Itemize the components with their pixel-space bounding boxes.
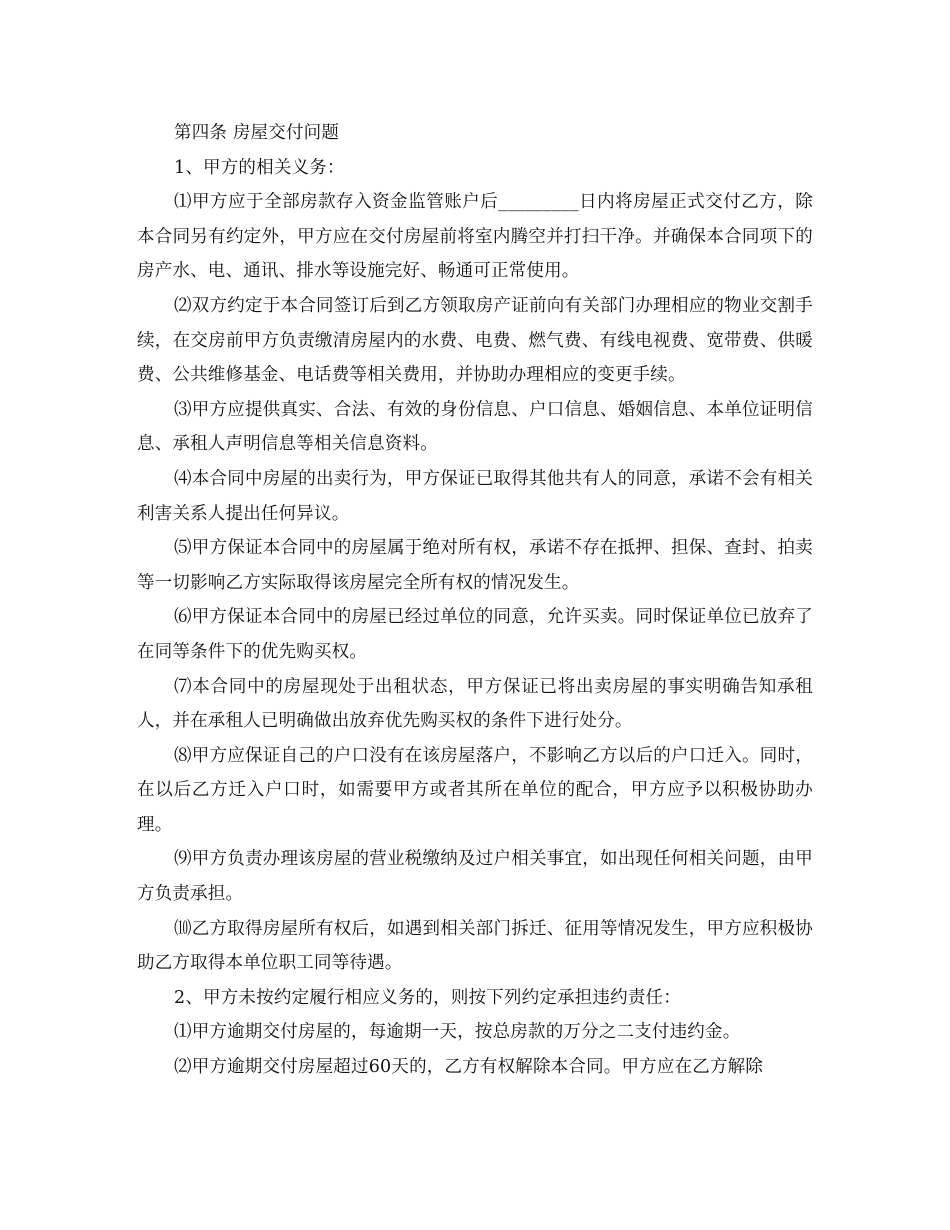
clause-9-tax-transfer: ⑼甲方负责办理该房屋的营业税缴纳及过户相关事宜，如出现任何相关问题，由甲方负责承担。	[137, 849, 813, 905]
clause-5-absolute-ownership: ⑸甲方保证本合同中的房屋属于绝对所有权，承诺不存在抵押、担保、查封、拍卖等一切影响乙方实际取得该房屋完全所有权的情况发生。	[137, 538, 813, 593]
subsection-heading-obligations: 1、甲方的相关义务：	[174, 157, 345, 178]
clause-4-co-owner-consent: ⑷本合同中房屋的出卖行为，甲方保证已取得其他共有人的同意，承诺不会有相关利害关系人提出任何异议。	[137, 468, 813, 524]
document-body	[137, 116, 813, 1085]
subsection-heading-liability: 2、甲方未按约定履行相应义务的，则按下列约定承担违约责任：	[174, 987, 681, 1008]
clause-1-delivery-deadline: ⑴甲方应于全部房款存入资金监管账户后_________日内将房屋正式交付乙方，除本合同另有约定外，甲方应在交付房屋前将室内腾空并打扫干净。并确保本合同项下的房产水、电、通讯、排水等设施完好、畅通可正常使用。	[137, 192, 813, 282]
clause-6-unit-consent: ⑹甲方保证本合同中的房屋已经过单位的同意，允许买卖。同时保证单位已放弃了在同等条件下的优先购买权。	[137, 607, 813, 662]
liability-clause-1-late-delivery: ⑴甲方逾期交付房屋的，每逾期一天，按总房款的万分之二支付违约金。	[174, 1022, 741, 1043]
section-title: 第四条 房屋交付问题	[174, 123, 340, 143]
liability-clause-2-termination: ⑵甲方逾期交付房屋超过60天的，乙方有权解除本合同。甲方应在乙方解除	[174, 1057, 764, 1078]
clause-7-tenant-waiver: ⑺本合同中的房屋现处于出租状态，甲方保证已将出卖房屋的事实明确告知承租人，并在承租人已明确做出放弃优先购买权的条件下进行处分。	[137, 676, 813, 732]
clause-10-demolition-assistance: ⑽乙方取得房屋所有权后，如遇到相关部门拆迁、征用等情况发生，甲方应积极协助乙方取得本单位职工同等待遇。	[137, 918, 813, 974]
clause-3-information-materials: ⑶甲方应提供真实、合法、有效的身份信息、户口信息、婚姻信息、本单位证明信息、承租人声明信息等相关信息资料。	[137, 399, 813, 455]
clause-8-household-registration: ⑻甲方应保证自己的户口没有在该房屋落户，不影响乙方以后的户口迁入。同时，在以后乙方迁入户口时，如需要甲方或者其所在单位的配合，甲方应予以积极协助办理。	[137, 745, 813, 835]
clause-2-property-handover-fees: ⑵双方约定于本合同签订后到乙方领取房产证前向有关部门办理相应的物业交割手续，在交房前甲方负责缴清房屋内的水费、电费、燃气费、有线电视费、宽带费、供暖费、公共维修基金、电话费等相关费用，并协助办理相应的变更手续。	[137, 295, 813, 386]
